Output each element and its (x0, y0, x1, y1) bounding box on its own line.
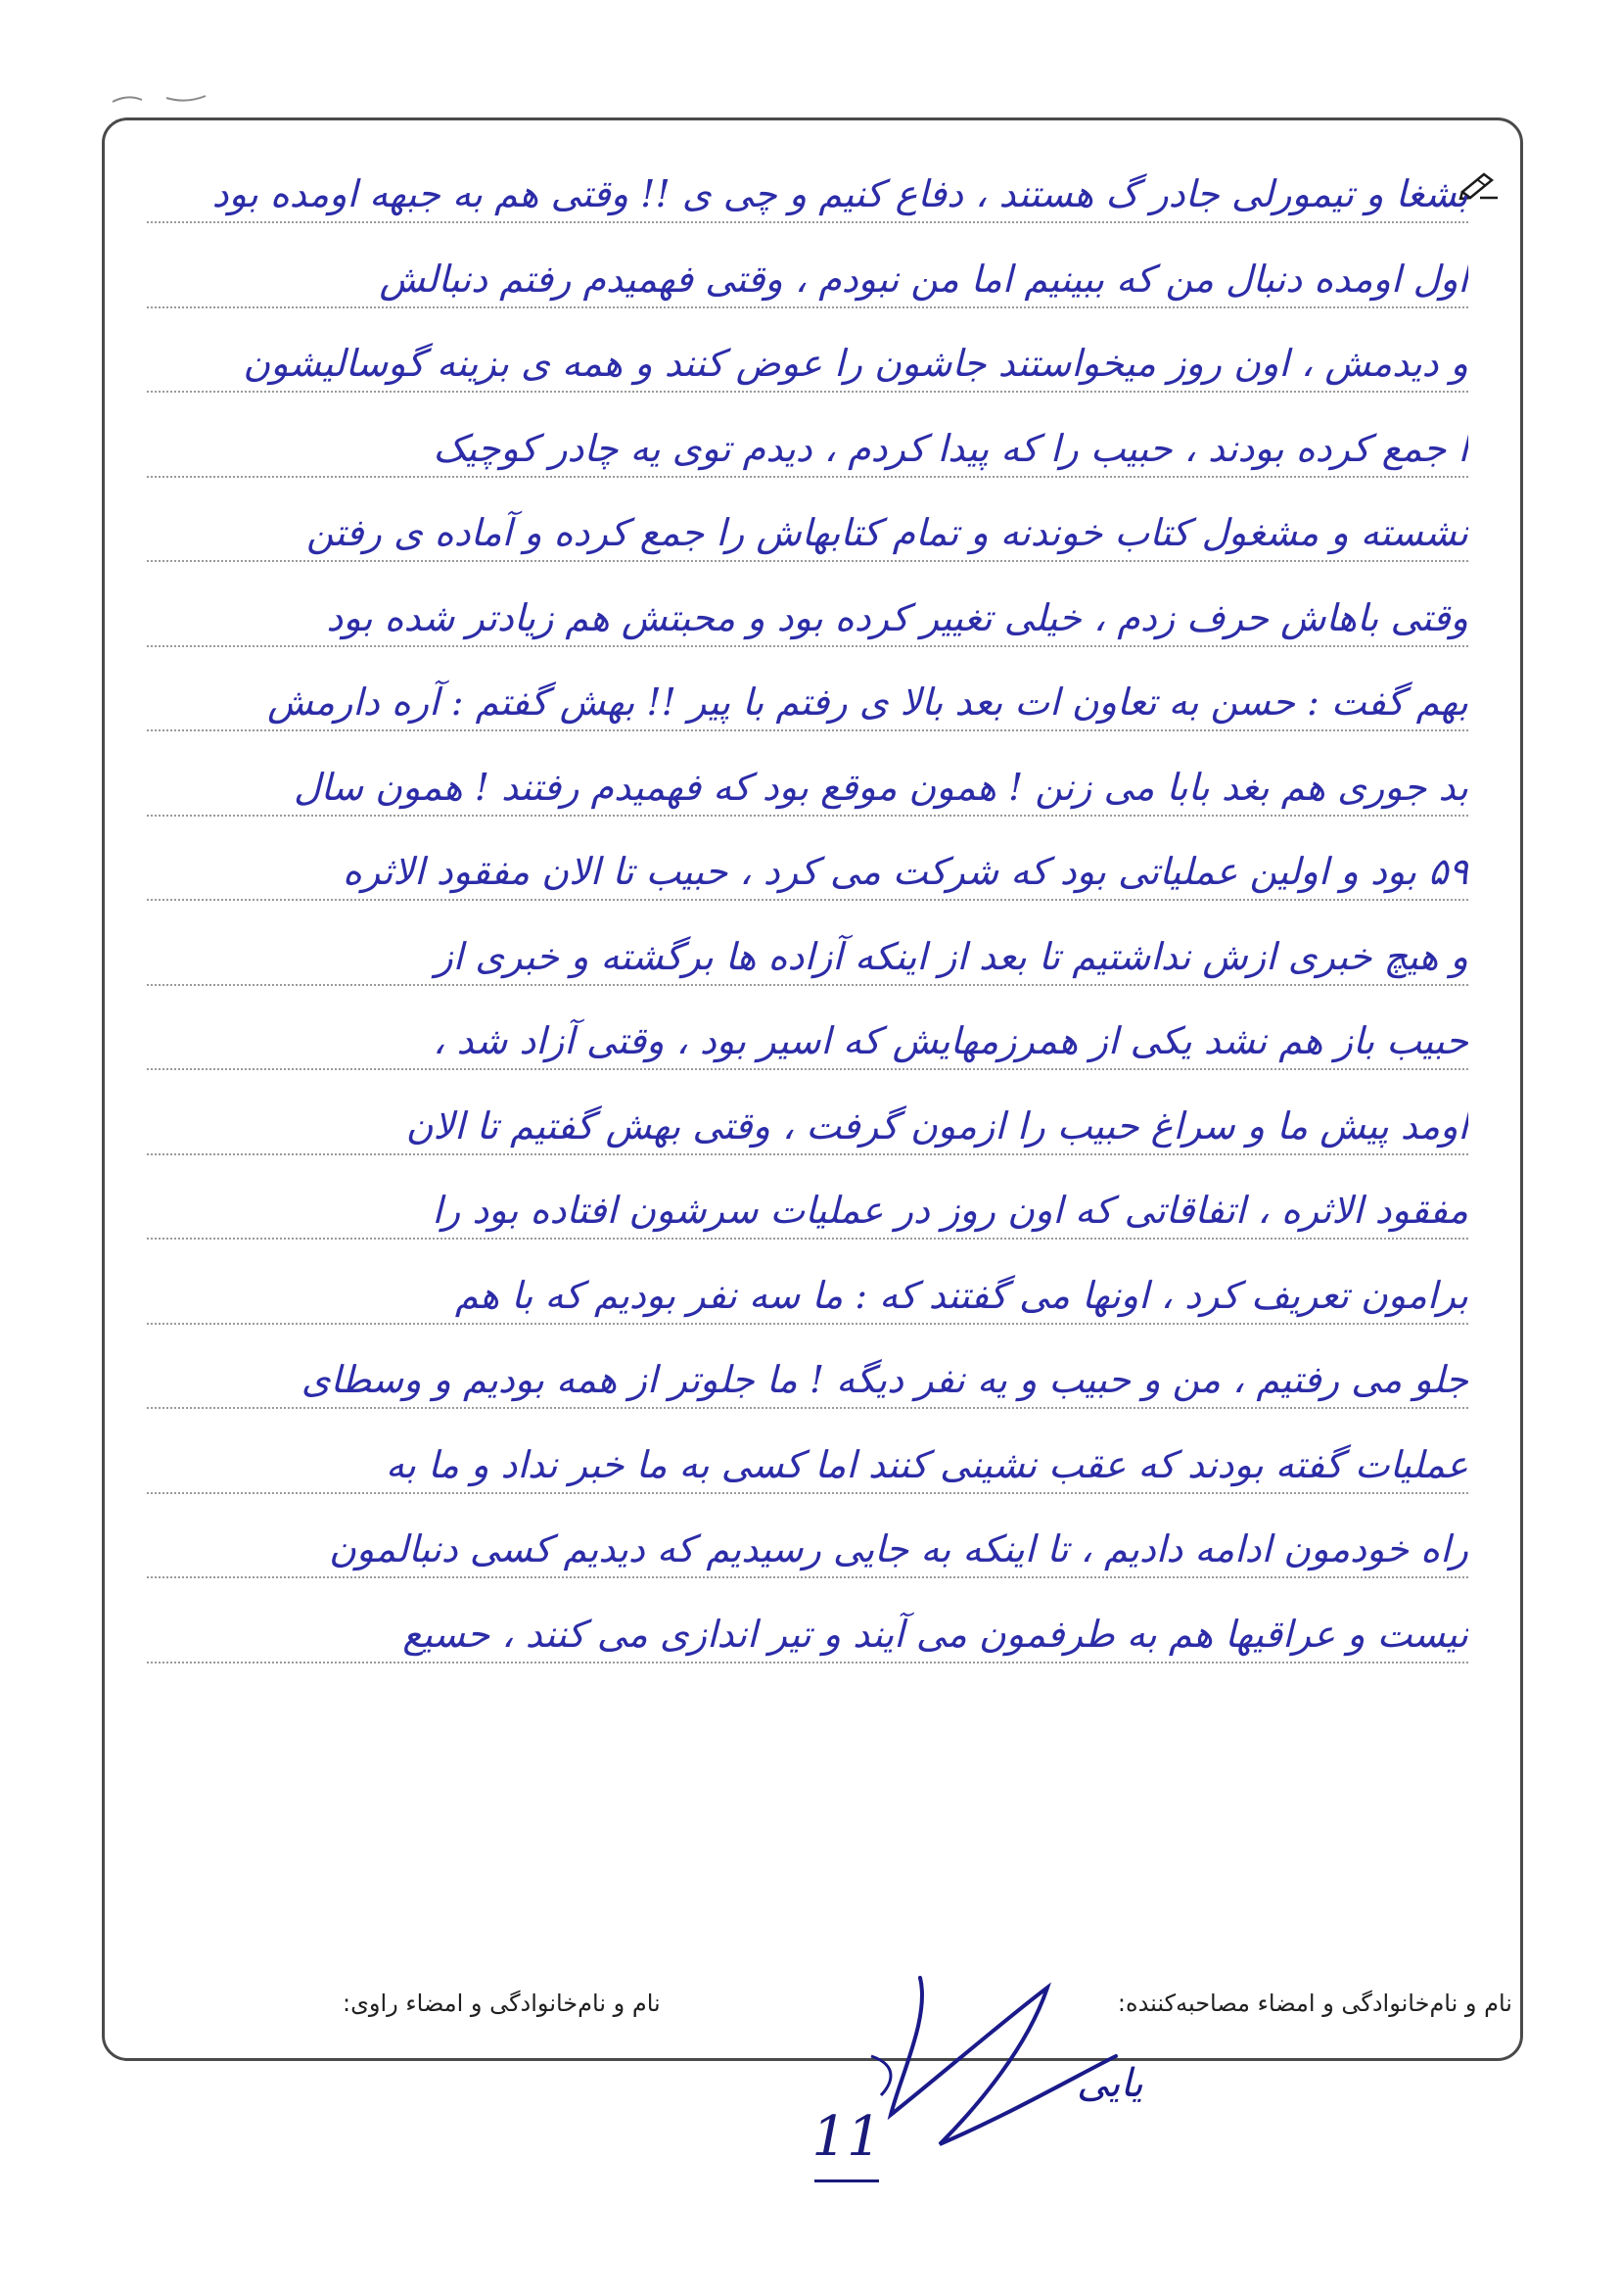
handwritten-line: راه خودمون ادامه دادیم ، تا اینکه به جایی رسیدیم که دیدیم کسی دنبالمون (329, 1527, 1468, 1570)
handwritten-line: جلو می رفتیم ، من و حبیب و یه نفر دیگه ! ما جلوتر از همه بودیم و وسطای (301, 1358, 1468, 1401)
dotted-rule (147, 1492, 1468, 1494)
dotted-rule (147, 306, 1468, 308)
dotted-rule (147, 1662, 1468, 1663)
dotted-rule (147, 1238, 1468, 1240)
handwritten-line: وقتی باهاش حرف زدم ، خیلی تغییر کرده بود و محبتش هم زیادتر شده بود (326, 596, 1468, 639)
handwritten-line: نیست و عراقیها هم به طرفمون می آیند و تیر اندازی می کنند ، حسیع (402, 1613, 1468, 1656)
interviewer-signature-label: نام و نام‌خانوادگی و امضاء مصاحبه‌کننده: (1117, 1990, 1512, 2017)
signature-name: یایی (1077, 2061, 1143, 2106)
dotted-rule (147, 391, 1468, 393)
handwritten-line: و دیدمش ، اون روز میخواستند جاشون را عوض کنند و همه ی بزینه گوسالیشون (243, 342, 1468, 385)
handwritten-line: برامون تعریف کرد ، اونها می گفتند که : ما سه نفر بودیم که با هم (454, 1274, 1468, 1317)
dotted-rule (147, 815, 1468, 817)
dotted-rule (147, 221, 1468, 223)
dotted-rule (147, 1576, 1468, 1578)
dotted-rule (147, 560, 1468, 562)
narrator-signature-label: نام و نام‌خانوادگی و امضاء راوی: (343, 1990, 661, 2017)
dotted-rule (147, 899, 1468, 901)
handwritten-line: ۵۹ بود و اولین عملیاتی بود که شرکت می کرد ، حبیب تا الان مفقود الاثره (342, 850, 1468, 893)
handwritten-line: عملیات گفته بودند که عقب نشینی کنند اما کسی به ما خبر نداد و ما به (386, 1443, 1468, 1486)
handwritten-line: نشسته و مشغول کتاب خوندنه و تمام کتابهاش را جمع کرده و آماده ی رفتن (306, 511, 1468, 554)
page-number: 11 (811, 2105, 882, 2169)
signature (861, 1958, 1214, 2164)
dotted-rule (147, 1407, 1468, 1409)
dotted-rule (147, 984, 1468, 986)
dotted-rule (147, 1068, 1468, 1070)
handwritten-line: مفقود الاثره ، اتفاقاتی که اون روز در عملیات سرشون افتاده بود را (432, 1189, 1468, 1232)
dotted-rule (147, 1323, 1468, 1325)
handwritten-line: و هیچ خبری ازش نداشتیم تا بعد از اینکه آزاده ها برگشته و خبری از (435, 935, 1468, 978)
handwritten-line: بشغا و تیمورلی جادر گ هستند ، دفاع کنیم و چی ی !! وقتی هم به جبهه اومده بود (211, 172, 1468, 215)
page-number-underline (814, 2179, 879, 2182)
dotted-rule (147, 645, 1468, 647)
dotted-rule (147, 729, 1468, 731)
dotted-rule (147, 476, 1468, 478)
handwritten-line: بهم گفت : حسن به تعاون ات بعد بالا ی رفتم با پیر !! بهش گفتم : آره دارمش (267, 680, 1468, 724)
dotted-rule (147, 1153, 1468, 1155)
handwritten-line: بد جوری هم بغد بابا می زنن ! همون موقع بود که فهمیدم رفتند ! همون سال (294, 766, 1468, 809)
handwritten-line: اومد پیش ما و سراغ حبیب را ازمون گرفت ، وقتی بهش گفتیم تا الان (405, 1104, 1468, 1148)
handwritten-line: حبیب باز هم نشد یکی از همرزمهایش که اسیر بود ، وقتی آزاد شد ، (433, 1019, 1468, 1062)
handwritten-line: ا جمع کرده بودند ، حبیب را که پیدا کردم ، دیدم توی یه چادر کوچیک (433, 427, 1468, 470)
handwritten-line: اول اومده دنبال من که ببینیم اما من نبودم ، وقتی فهمیدم رفتم دنبالش (379, 258, 1468, 301)
